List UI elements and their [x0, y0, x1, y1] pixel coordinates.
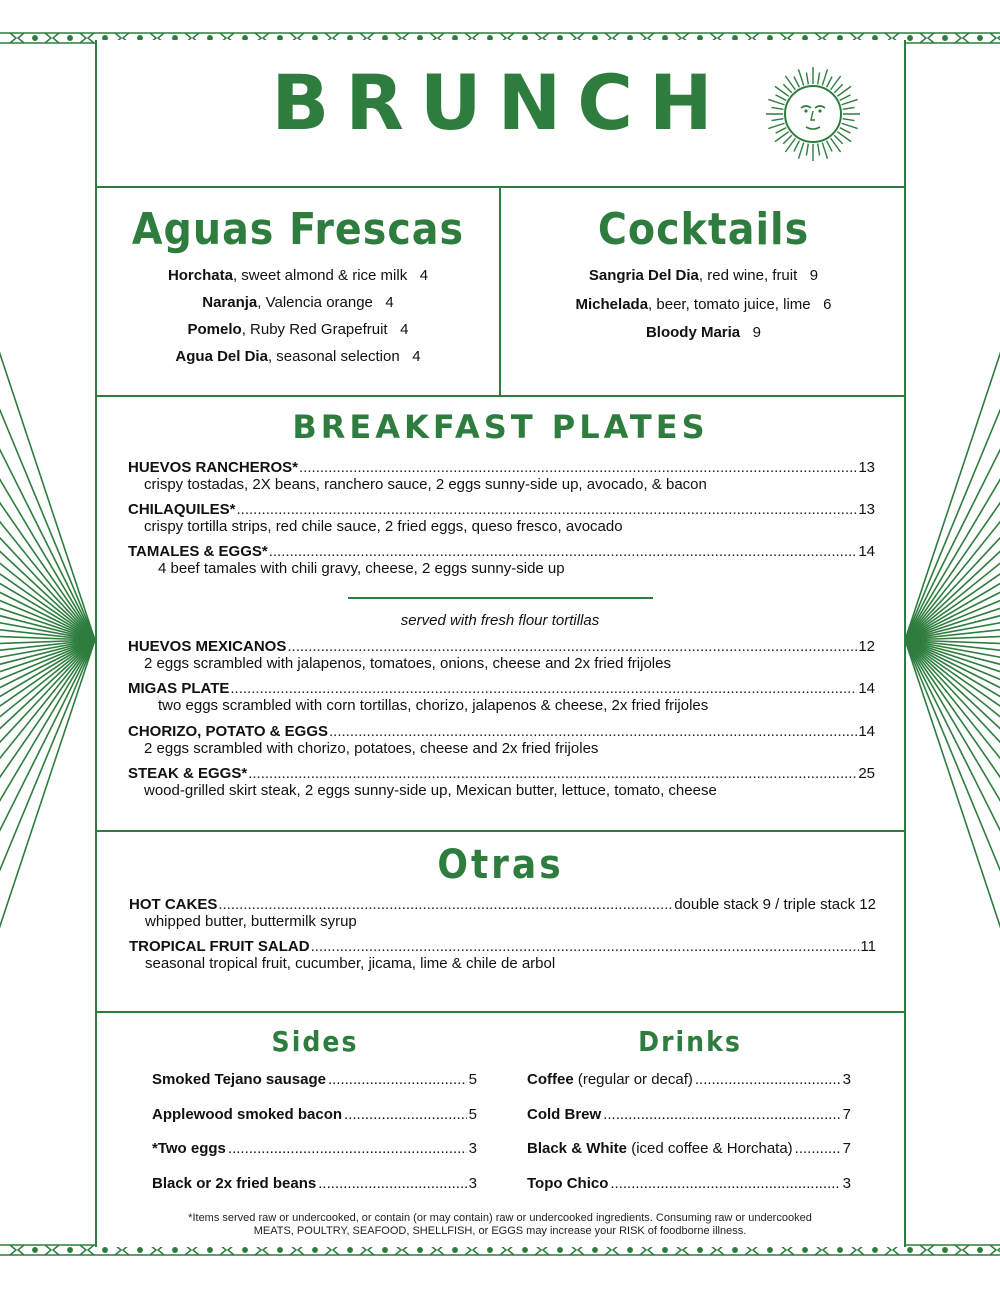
menu-item: CHILAQUILES* ..... 13 crispy tortilla strips, red chile sauce, 2 fried eggs, queso fresco, avocado [128, 501, 875, 535]
cocktails-list [501, 262, 906, 348]
list-item: Smoked Tejano sausage ..... 5 [152, 1071, 477, 1106]
list-item: Applewood smoked bacon ..... 5 [152, 1106, 477, 1141]
menu-item: TROPICAL FRUIT SALAD ..... 11 seasonal tropical fruit, cucumber, jicama, lime & chile de arbol [129, 938, 876, 972]
list-item: Cold Brew ..... 7 [527, 1106, 851, 1141]
list-item: *Two eggs ..... 3 [152, 1140, 477, 1175]
sun-face-icon [765, 66, 861, 162]
sides-list [152, 1071, 477, 1209]
aguas-frescas-list [97, 262, 499, 370]
sides-heading: Sides [271, 1025, 359, 1058]
list-item: Black & White (iced coffee & Horchata) ..... 7 [527, 1140, 851, 1175]
divider [95, 830, 906, 832]
menu-item: MIGAS PLATE ..... 14 two eggs scrambled with corn tortillas, chorizo, jalapenos & cheese, 2x fried frijoles [128, 680, 875, 714]
aguas-frescas-heading: Aguas Frescas [131, 204, 465, 255]
breakfast-plates-heading: BREAKFAST PLATES [292, 408, 709, 446]
divider [95, 1011, 906, 1013]
list-item: Naranja, Valencia orange 4 [202, 294, 394, 311]
drinks-heading: Drinks [638, 1025, 742, 1058]
list-item: Topo Chico ..... 3 [527, 1175, 851, 1210]
list-item: Pomelo, Ruby Red Grapefruit 4 [187, 321, 409, 338]
drinks-list [527, 1071, 851, 1209]
list-item: Coffee (regular or decaf) ..... 3 [527, 1071, 851, 1106]
list-item: Bloody Maria 9 [645, 324, 762, 341]
otras-heading: Otras [437, 842, 564, 888]
menu-item: STEAK & EGGS* ..... 25 wood-grilled skirt steak, 2 eggs sunny-side up, Mexican butter, lettuce, tomato, cheese [128, 765, 875, 799]
menu-item: HOT CAKES ..... double stack 9 / triple stack 12 whipped butter, buttermilk syrup [129, 896, 876, 930]
list-item: Black or 2x fried beans ..... 3 [152, 1175, 477, 1210]
menu-item: HUEVOS RANCHEROS* ..... 13 crispy tostadas, 2X beans, ranchero sauce, 2 eggs sunny-side up, avocado, & bacon [128, 459, 875, 493]
cocktails-heading: Cocktails [597, 204, 810, 255]
list-item: Michelada, beer, tomato juice, lime 6 [575, 295, 832, 313]
food-safety-disclaimer: *Items served raw or undercooked, or contain (or may contain) raw or undercooked ingredients. Consuming raw or undercooked MEATS, POULTRY, SEAFOOD, SHELLFISH, or EGGS may increase your RISK of foodborne illness. [188, 1212, 812, 1237]
tortilla-note: served with fresh flour tortillas [400, 612, 600, 629]
menu-item: TAMALES & EGGS* ..... 14 4 beef tamales with chili gravy, cheese, 2 eggs sunny-side up [128, 543, 875, 577]
menu-item: HUEVOS MEXICANOS ..... 12 2 eggs scrambled with jalapenos, tomatoes, onions, cheese and 2x fried frijoles [128, 638, 875, 672]
list-item: Horchata, sweet almond & rice milk 4 [167, 267, 429, 284]
page-title: BRUNCH [271, 58, 729, 147]
list-item: Sangria Del Dia, red wine, fruit 9 [588, 267, 819, 284]
list-item: Agua Del Dia, seasonal selection 4 [175, 348, 421, 365]
menu-item: CHORIZO, POTATO & EGGS ..... 14 2 eggs scrambled with chorizo, potatoes, cheese and 2x fried frijoles [128, 723, 875, 757]
section-rule [348, 597, 653, 599]
